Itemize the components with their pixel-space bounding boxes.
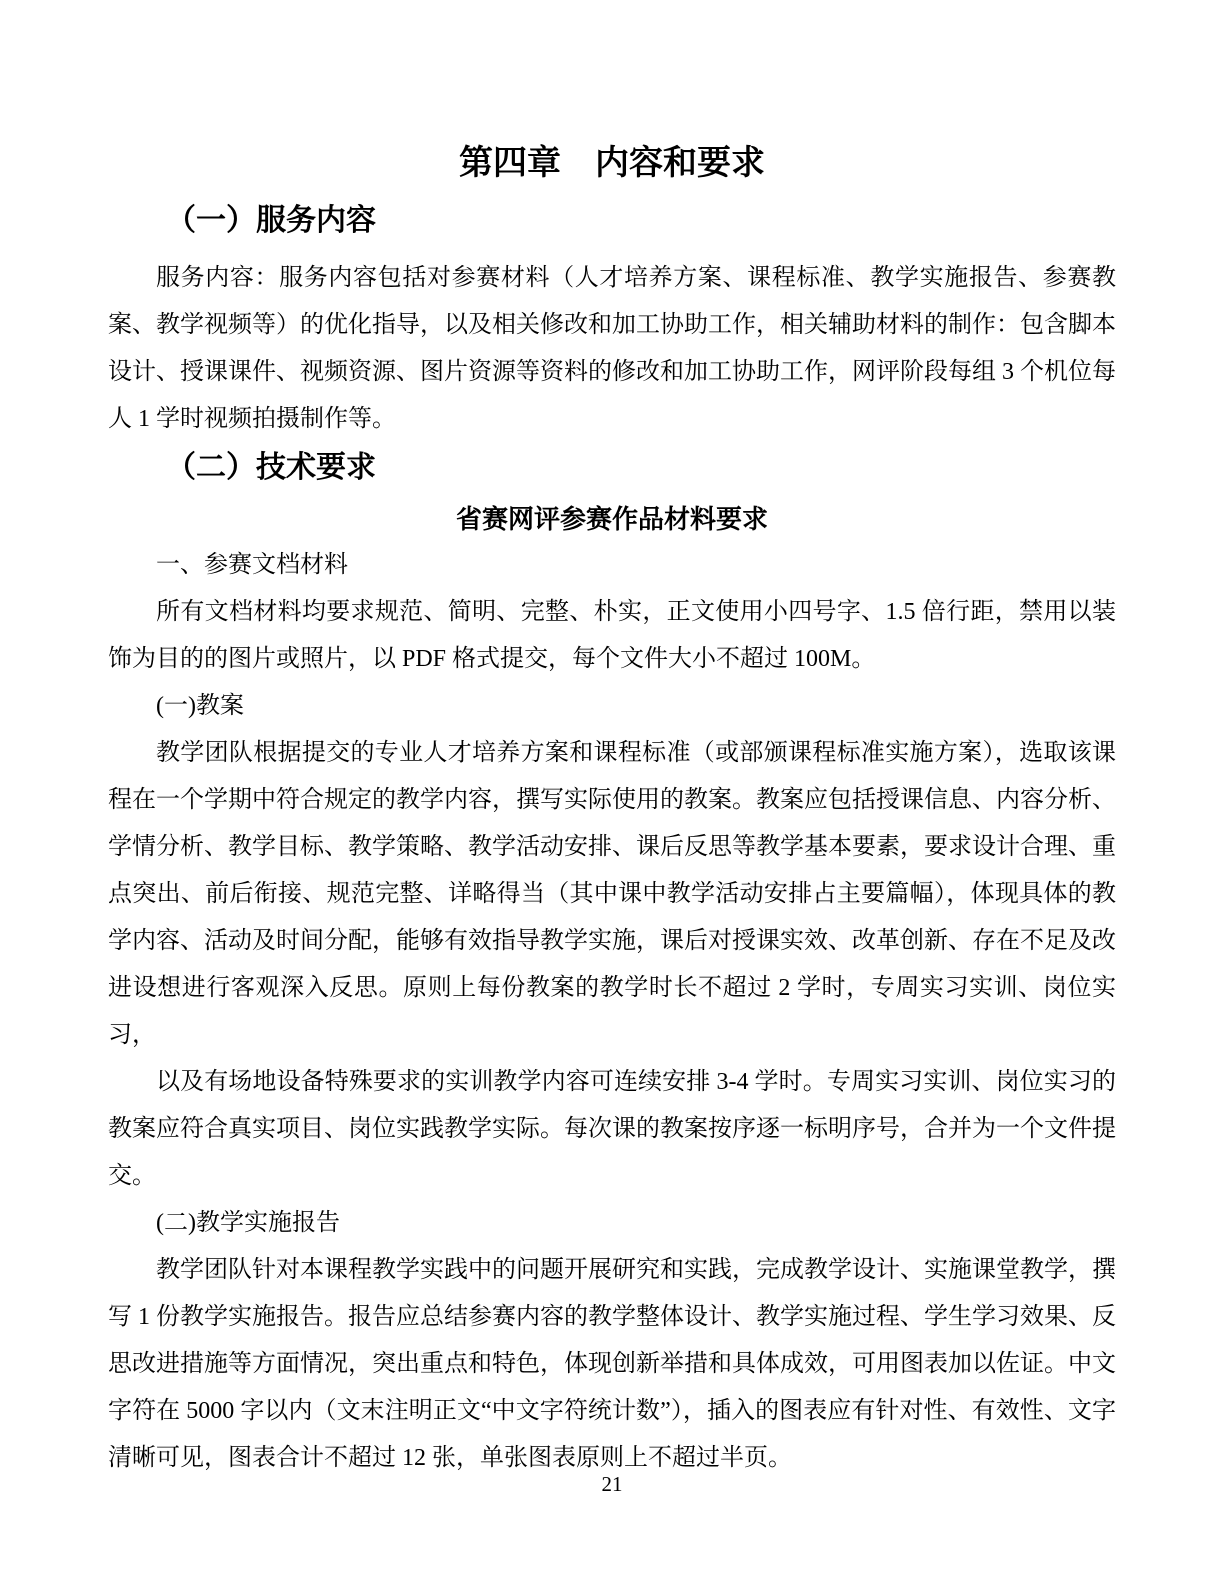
section-heading-service-content: （一）服务内容 (166, 204, 376, 237)
sub-item-lesson-plan: (一)教案 (156, 693, 244, 719)
paragraph-service-content: 服务内容：服务内容包括对参赛材料（人才培养方案、课程标准、教学实施报告、参赛教案、教学视频等）的优化指导，以及相关修改和加工协助工作，相关辅助材料的制作：包含脚本设计、授课课件、视频资源、图片资源等资料的修改和加工协助工作，网评阶段每组 3 个机位每人 1 学时视频拍摄制作等。 (108, 265, 1116, 432)
subtitle-provincial-review-material-requirements: 省赛网评参赛作品材料要求 (455, 505, 768, 534)
paragraph-lesson-plan-requirements: 教学团队根据提交的专业人才培养方案和课程标准（或部颁课程标准实施方案），选取该课程在一个学期中符合规定的教学内容，撰写实际使用的教案。教案应包括授课信息、内容分析、学情分析、教学目标、教学策略、教学活动安排、课后反思等教学基本要素，要求设计合理、重点突出、前后衔接、规范完整、详略得当（其中课中教学活动安排占主要篇幅），体现具体的教学内容、活动及时间分配，能够有效指导教学实施，课后对授课实效、改革创新、存在不足及改进设想进行客观深入反思。原则上每份教案的教学时长不超过 2 学时，专周实习实训、岗位实习， (108, 740, 1116, 1048)
chapter-title: 第四章 内容和要求 (459, 145, 765, 182)
paragraph-document-format-requirements: 所有文档材料均要求规范、简明、完整、朴实，正文使用小四号字、1.5 倍行距，禁用以装饰为目的的图片或照片，以 PDF 格式提交，每个文件大小不超过 100M。 (108, 599, 1116, 672)
numbered-item-competition-documents: 一、参赛文档材料 (156, 552, 348, 578)
paragraph-lesson-plan-continuation: 以及有场地设备特殊要求的实训教学内容可连续安排 3-4 学时。专周实习实训、岗位实习的教案应符合真实项目、岗位实践教学实际。每次课的教案按序逐一标明序号，合并为一个文件提交。 (108, 1069, 1116, 1189)
page-number: 21 (601, 1472, 623, 1496)
sub-item-teaching-implementation-report: (二)教学实施报告 (156, 1210, 340, 1236)
section-heading-technical-requirements: （二）技术要求 (166, 451, 376, 484)
paragraph-implementation-report-requirements: 教学团队针对本课程教学实践中的问题开展研究和实践，完成教学设计、实施课堂教学，撰写 1 份教学实施报告。报告应总结参赛内容的教学整体设计、教学实施过程、学生学习效果、反思改进措施等方面情况，突出重点和特色，体现创新举措和具体成效，可用图表加以佐证。中文字符在 5000 字以内（文末注明正文“中文字符统计数”），插入的图表应有针对性、有效性、文字清晰可见，图表合计不超过 12 张，单张图表原则上不超过半页。 (108, 1257, 1116, 1471)
